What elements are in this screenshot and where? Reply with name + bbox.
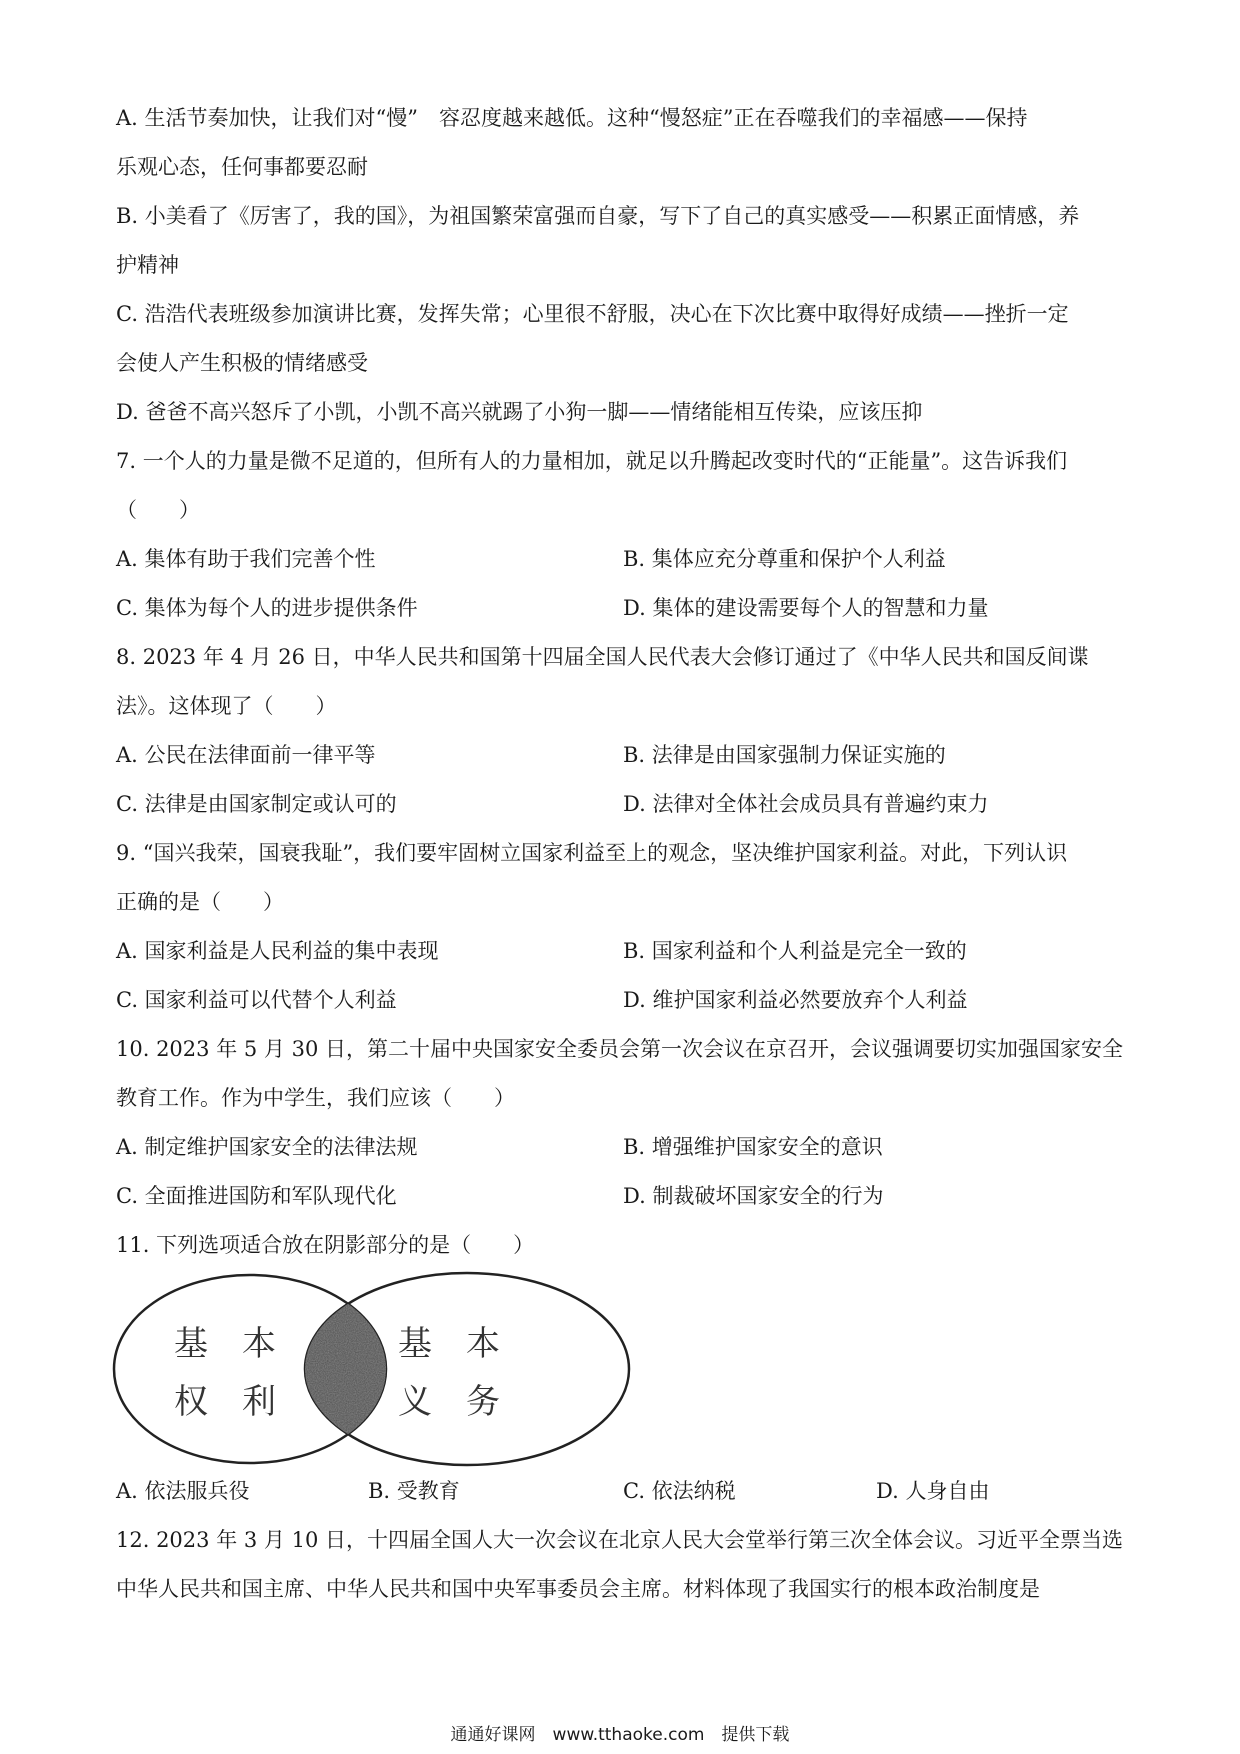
q6-option-d: D. 爸爸不高兴怒斥了小凯，小凯不高兴就踢了小狗一脚——情绪能相互传染，应该压抑 — [116, 400, 923, 424]
q9-stem-line2: 正确的是（ ） — [116, 890, 284, 914]
q10-stem-line2: 教育工作。作为中学生，我们应该（ ） — [116, 1086, 515, 1110]
diagram-right-line1: 基 本 — [398, 1324, 500, 1364]
q7-stem-line1: 7. 一个人的力量是微不足道的，但所有人的力量相加，就足以升腾起改变时代的“正能量”。这告诉我们 — [116, 449, 1068, 473]
q7-stem-line2: （ ） — [116, 498, 200, 522]
q6-option-b-line1: B. 小美看了《厉害了，我的国》，为祖国繁荣富强而自豪，写下了自己的真实感受——积累正面情感，养 — [116, 204, 1080, 228]
q9-option-b: B. 国家利益和个人利益是完全一致的 — [623, 939, 967, 963]
q6-option-b-line2: 护精神 — [116, 253, 179, 277]
q8-stem-line2: 法》。这体现了（ ） — [116, 694, 337, 718]
q10-stem-line1: 10. 2023 年 5 月 30 日，第二十届中央国家安全委员会第一次会议在京召开，会议强调要切实加强国家安全 — [116, 1037, 1123, 1061]
q9-option-c: C. 国家利益可以代替个人利益 — [116, 988, 397, 1012]
diagram-left-line2: 权 利 — [174, 1382, 276, 1422]
q10-option-b: B. 增强维护国家安全的意识 — [623, 1135, 883, 1159]
q8-stem-line1: 8. 2023 年 4 月 26 日，中华人民共和国第十四届全国人民代表大会修订通过了《中华人民共和国反间谍 — [116, 645, 1089, 669]
q6-option-a-line2: 乐观心态，任何事都要忍耐 — [116, 155, 368, 179]
q11-option-b: B. 受教育 — [368, 1479, 460, 1503]
q6-option-a-line1: A. 生活节奏加快，让我们对“慢” 容忍度越来越低。这种“慢怒症”正在吞噬我们的幸福感——保持 — [116, 106, 1028, 130]
q12-stem-line1: 12. 2023 年 3 月 10 日，十四届全国人大一次会议在北京人民大会堂举行第三次全体会议。习近平全票当选 — [116, 1528, 1123, 1552]
diagram-right-line2: 义 务 — [398, 1382, 500, 1422]
q7-option-a: A. 集体有助于我们完善个性 — [116, 547, 376, 571]
q7-option-b: B. 集体应充分尊重和保护个人利益 — [623, 547, 946, 571]
q8-option-c: C. 法律是由国家制定或认可的 — [116, 792, 397, 816]
q6-option-c-line1: C. 浩浩代表班级参加演讲比赛，发挥失常；心里很不舒服，决心在下次比赛中取得好成绩——挫折一定 — [116, 302, 1069, 326]
q10-option-c: C. 全面推进国防和军队现代化 — [116, 1184, 397, 1208]
q7-option-c: C. 集体为每个人的进步提供条件 — [116, 596, 418, 620]
q8-option-d: D. 法律对全体社会成员具有普遍约束力 — [623, 792, 989, 816]
venn-diagram — [112, 1268, 632, 1473]
q9-option-d: D. 维护国家利益必然要放弃个人利益 — [623, 988, 968, 1012]
q7-option-d: D. 集体的建设需要每个人的智慧和力量 — [623, 596, 989, 620]
q8-option-a: A. 公民在法律面前一律平等 — [116, 743, 376, 767]
q8-option-b: B. 法律是由国家强制力保证实施的 — [623, 743, 946, 767]
q11-option-a: A. 依法服兵役 — [116, 1479, 250, 1503]
q9-option-a: A. 国家利益是人民利益的集中表现 — [116, 939, 439, 963]
q10-option-a: A. 制定维护国家安全的法律法规 — [116, 1135, 418, 1159]
q11-option-c: C. 依法纳税 — [623, 1479, 736, 1503]
q11-option-d: D. 人身自由 — [876, 1479, 990, 1503]
q10-option-d: D. 制裁破坏国家安全的行为 — [623, 1184, 884, 1208]
q6-option-c-line2: 会使人产生积极的情绪感受 — [116, 351, 368, 375]
page-footer: 通通好课网 www.tthaoke.com 提供下载 — [450, 1725, 790, 1745]
q12-stem-line2: 中华人民共和国主席、中华人民共和国中央军事委员会主席。材料体现了我国实行的根本政治制度是 — [116, 1577, 1040, 1601]
q11-stem: 11. 下列选项适合放在阴影部分的是（ ） — [116, 1233, 535, 1257]
diagram-left-line1: 基 本 — [174, 1324, 276, 1364]
q9-stem-line1: 9. “国兴我荣，国衰我耻”，我们要牢固树立国家利益至上的观念，坚决维护国家利益。对此，下列认识 — [116, 841, 1068, 865]
